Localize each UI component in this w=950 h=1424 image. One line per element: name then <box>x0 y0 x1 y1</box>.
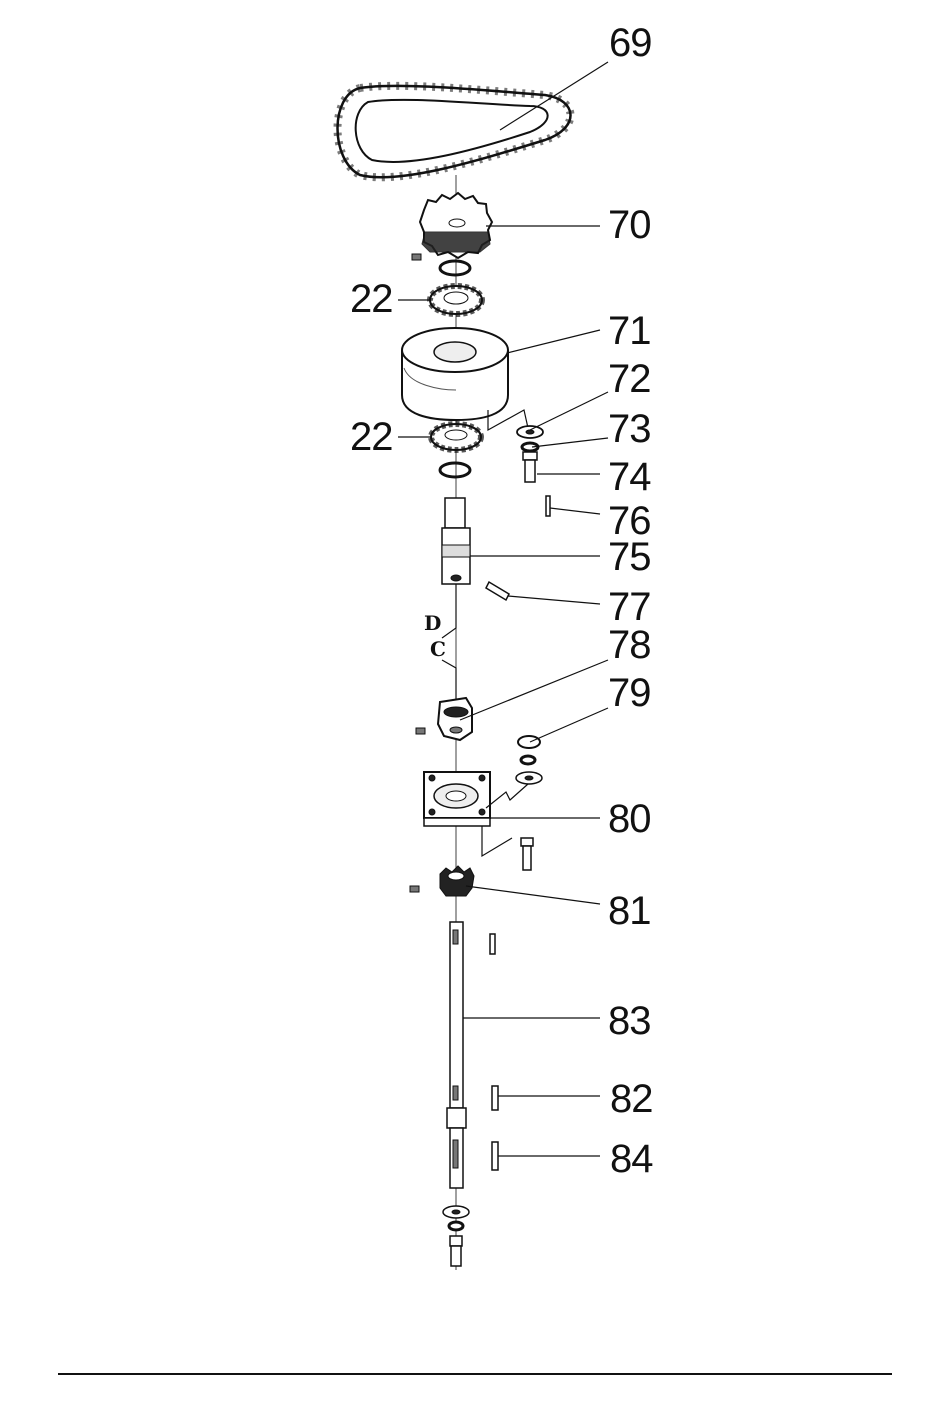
assembly-line-80-bolt <box>482 826 512 856</box>
part-77-pin <box>486 582 509 600</box>
part-72-washer <box>517 426 543 438</box>
bottom-lock-washer <box>449 1222 463 1230</box>
part-22-bearing-upper <box>430 286 482 314</box>
callout-81: 81 <box>608 889 651 933</box>
part-79-nut <box>518 736 540 748</box>
set-screw-78 <box>416 728 425 734</box>
callout-78: 78 <box>608 623 651 667</box>
callout-84: 84 <box>610 1137 653 1181</box>
retaining-ring-lower <box>440 463 470 477</box>
part-81-gear <box>440 866 474 896</box>
break-line-c <box>442 660 456 700</box>
set-screw-70 <box>412 254 421 260</box>
callout-83: 83 <box>608 999 651 1043</box>
assembly-line-79 <box>486 784 528 808</box>
retaining-ring-upper <box>440 261 470 275</box>
part-82-key <box>492 1086 498 1110</box>
part-79-lock-washer <box>521 756 535 764</box>
callout-22-lower: 22 <box>350 415 393 459</box>
callout-82: 82 <box>610 1077 653 1121</box>
part-71-housing <box>402 328 508 420</box>
part-79-washer <box>516 772 542 784</box>
set-screw-81 <box>410 886 419 892</box>
callout-71: 71 <box>608 309 651 353</box>
part-75-shaft <box>442 498 470 584</box>
break-mark-d: D <box>424 611 442 635</box>
part-83-long-shaft <box>447 922 466 1188</box>
part-80-plate <box>424 772 490 826</box>
callout-69: 69 <box>609 21 652 65</box>
callout-74: 74 <box>608 455 651 499</box>
part-69-chain <box>338 86 571 177</box>
part-70-sprocket <box>420 193 492 258</box>
callout-75: 75 <box>608 535 651 579</box>
callout-72: 72 <box>608 357 651 401</box>
part-74-bolt <box>523 452 537 482</box>
bottom-washer <box>443 1206 469 1218</box>
callout-77: 77 <box>608 585 651 629</box>
callout-80: 80 <box>608 797 651 841</box>
part-80-bolt <box>521 838 533 870</box>
callout-22-upper: 22 <box>350 277 393 321</box>
bottom-bolt <box>450 1236 462 1266</box>
part-76-key <box>546 496 550 516</box>
callout-79: 79 <box>608 671 651 715</box>
part-22-bearing-lower <box>431 424 481 450</box>
callout-73: 73 <box>608 407 651 451</box>
break-mark-c: C <box>430 637 446 661</box>
callout-70: 70 <box>608 203 651 247</box>
break-line-d <box>442 584 456 638</box>
callout-76: 76 <box>608 499 651 543</box>
part-84-key <box>492 1142 498 1170</box>
part-78-coupling <box>438 698 472 740</box>
key-small-upper <box>490 934 495 954</box>
